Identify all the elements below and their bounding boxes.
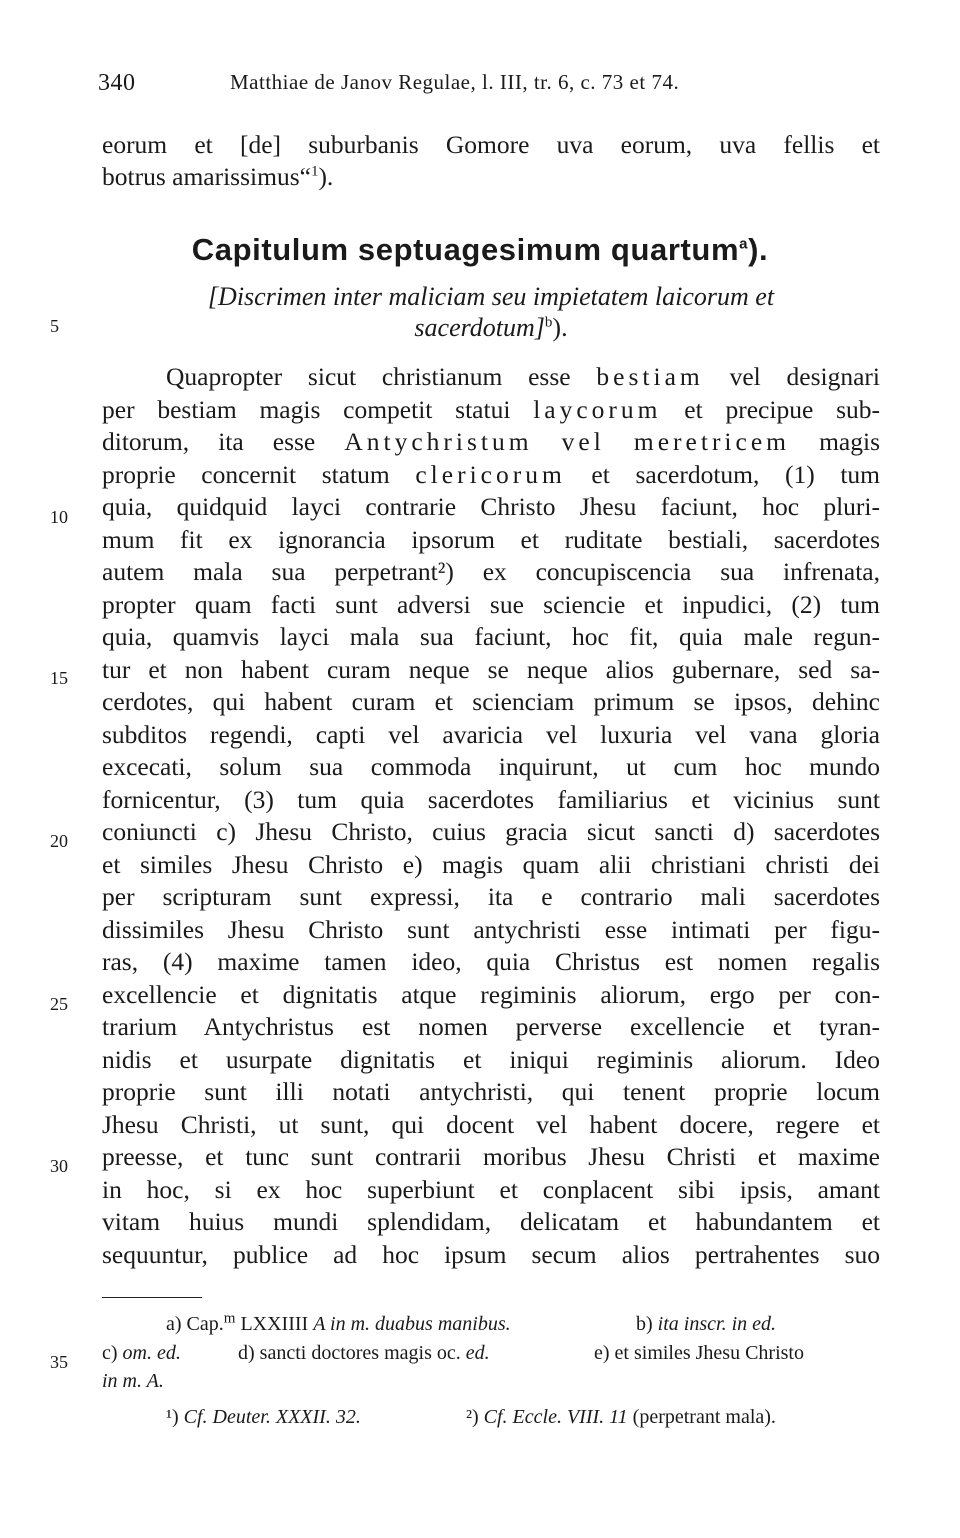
source-ref-1: ¹) Cf. Deuter. XXXII. 32.	[166, 1406, 361, 1428]
chapter-heading: Capitulum septuagesimum quartum$^a$).	[191, 232, 769, 267]
body-line-14: fornicentur, (3) tum quia sacerdotes familiarius et vicinius sunt	[102, 785, 880, 814]
body-line-11: cerdotes, qui habent curam et scienciam primum se ipsos, dehinc	[102, 687, 880, 716]
body-line-9: quia, quamvis layci mala sua faciunt, hoc fit, quia male regun-	[102, 622, 880, 651]
rubric-line-2: sacerdotum]$^b$).	[414, 313, 568, 342]
body-line-17: per scripturam sunt expressi, ita e contrario mali sacerdotes	[102, 882, 880, 911]
footnote-a: a) Cap.$^m$ LXXIIII A in m. duabus manibus.	[166, 1310, 511, 1335]
footnote-c: c) om. ed.	[102, 1342, 181, 1364]
body-line-7: autem mala sua perpetrant²) ex concupiscencia sua infrenata,	[102, 557, 880, 586]
body-line-19: ras, (4) maxime tamen ideo, quia Christus est nomen regalis	[102, 947, 880, 976]
body-line-4: proprie concernit statum clericorum et sacerdotum, (1) tum	[102, 460, 880, 489]
body-line-2: per bestiam magis competit statui laycorum et precipue sub-	[102, 395, 880, 424]
footnote-ref: b	[544, 314, 553, 331]
body-line-12: subditos regendi, capti vel avaricia vel luxuria vel vana gloria	[102, 720, 880, 749]
body-line-1: Quapropter sicut christianum esse bestiam vel designari	[166, 362, 881, 391]
margin-line-number: 20	[50, 831, 68, 851]
footnote-b: b) ita inscr. in ed.	[636, 1313, 777, 1335]
margin-line-number: 25	[50, 994, 68, 1014]
body-line-24: Jhesu Christi, ut sunt, qui docent vel habent docere, regere et	[102, 1110, 880, 1139]
body-line-6: mum fit ex ignorancia ipsorum et ruditate bestiali, sacerdotes	[102, 525, 880, 554]
body-line-23: proprie sunt illi notati antychristi, qui tenent proprie locum	[102, 1077, 880, 1106]
body-line-15: coniuncti c) Jhesu Christo, cuius gracia sicut sancti d) sacerdotes	[102, 817, 880, 846]
body-line-26: in hoc, si ex hoc superbiunt et conplacent sibi ipsis, amant	[102, 1175, 880, 1204]
margin-line-number: 15	[50, 668, 68, 688]
body-line-13: excecati, solum sua commoda inquirunt, ut cum hoc mundo	[102, 752, 880, 781]
body-line-3: ditorum, ita esse Antychristum vel meretricem magis	[102, 427, 880, 456]
body-line-27: vitam huius mundi splendidam, delicatam et habundantem et	[102, 1207, 880, 1236]
body-line-25: preesse, et tunc sunt contrarii moribus Jhesu Christi et maxime	[102, 1142, 880, 1171]
body-line-10: tur et non habent curam neque se neque alios gubernare, sed sa-	[102, 655, 880, 684]
body-line-22: nidis et usurpate dignitatis et iniqui regiminis aliorum. Ideo	[102, 1045, 880, 1074]
footnote-rule	[102, 1297, 202, 1298]
body-line-20: excellencie et dignitatis atque regiminis aliorum, ergo per con-	[102, 980, 880, 1009]
body-line-21: trarium Antychristus est nomen perverse excellencie et tyran-	[102, 1012, 880, 1041]
body-line-5: quia, quidquid layci contrarie Christo Jhesu faciunt, hoc pluri-	[102, 492, 880, 521]
intro-line-1: eorum et [de] suburbanis Gomore uva eorum, uva fellis et	[102, 130, 880, 159]
margin-line-number: 10	[50, 507, 68, 527]
body-line-16: et similes Jhesu Christo e) magis quam alii christiani christi dei	[102, 850, 880, 879]
footnote-ref: 1	[310, 163, 319, 180]
body-line-28: sequuntur, publice ad hoc ipsum secum alios pertrahentes suo	[102, 1240, 880, 1269]
source-ref-2: ²) Cf. Eccle. VIII. 11 (perpetrant mala).	[466, 1406, 776, 1428]
footnote-ref: a	[739, 235, 749, 253]
page-number: 340	[98, 70, 136, 96]
margin-line-number: 5	[50, 316, 59, 336]
footnote-e: e) et similes Jhesu Christo	[594, 1342, 804, 1364]
intro-line-2: botrus amarissimus“$^1$).	[102, 162, 334, 191]
margin-line-number: 30	[50, 1156, 68, 1176]
footnote-e-cont: in m. A.	[102, 1370, 164, 1392]
footnote-d: d) sancti doctores magis oc. ed.	[238, 1342, 490, 1364]
margin-line-number: 35	[50, 1352, 68, 1372]
running-title: Matthiae de Janov Regulae, l. III, tr. 6, c. 73 et 74.	[230, 70, 680, 94]
body-line-8: propter quam facti sunt adversi sue sciencie et inpudici, (2) tum	[102, 590, 880, 619]
body-line-18: dissimiles Jhesu Christo sunt antychristi esse intimati per figu-	[102, 915, 880, 944]
rubric-line-1: [Discrimen inter maliciam seu impietatem laicorum et	[207, 282, 775, 311]
